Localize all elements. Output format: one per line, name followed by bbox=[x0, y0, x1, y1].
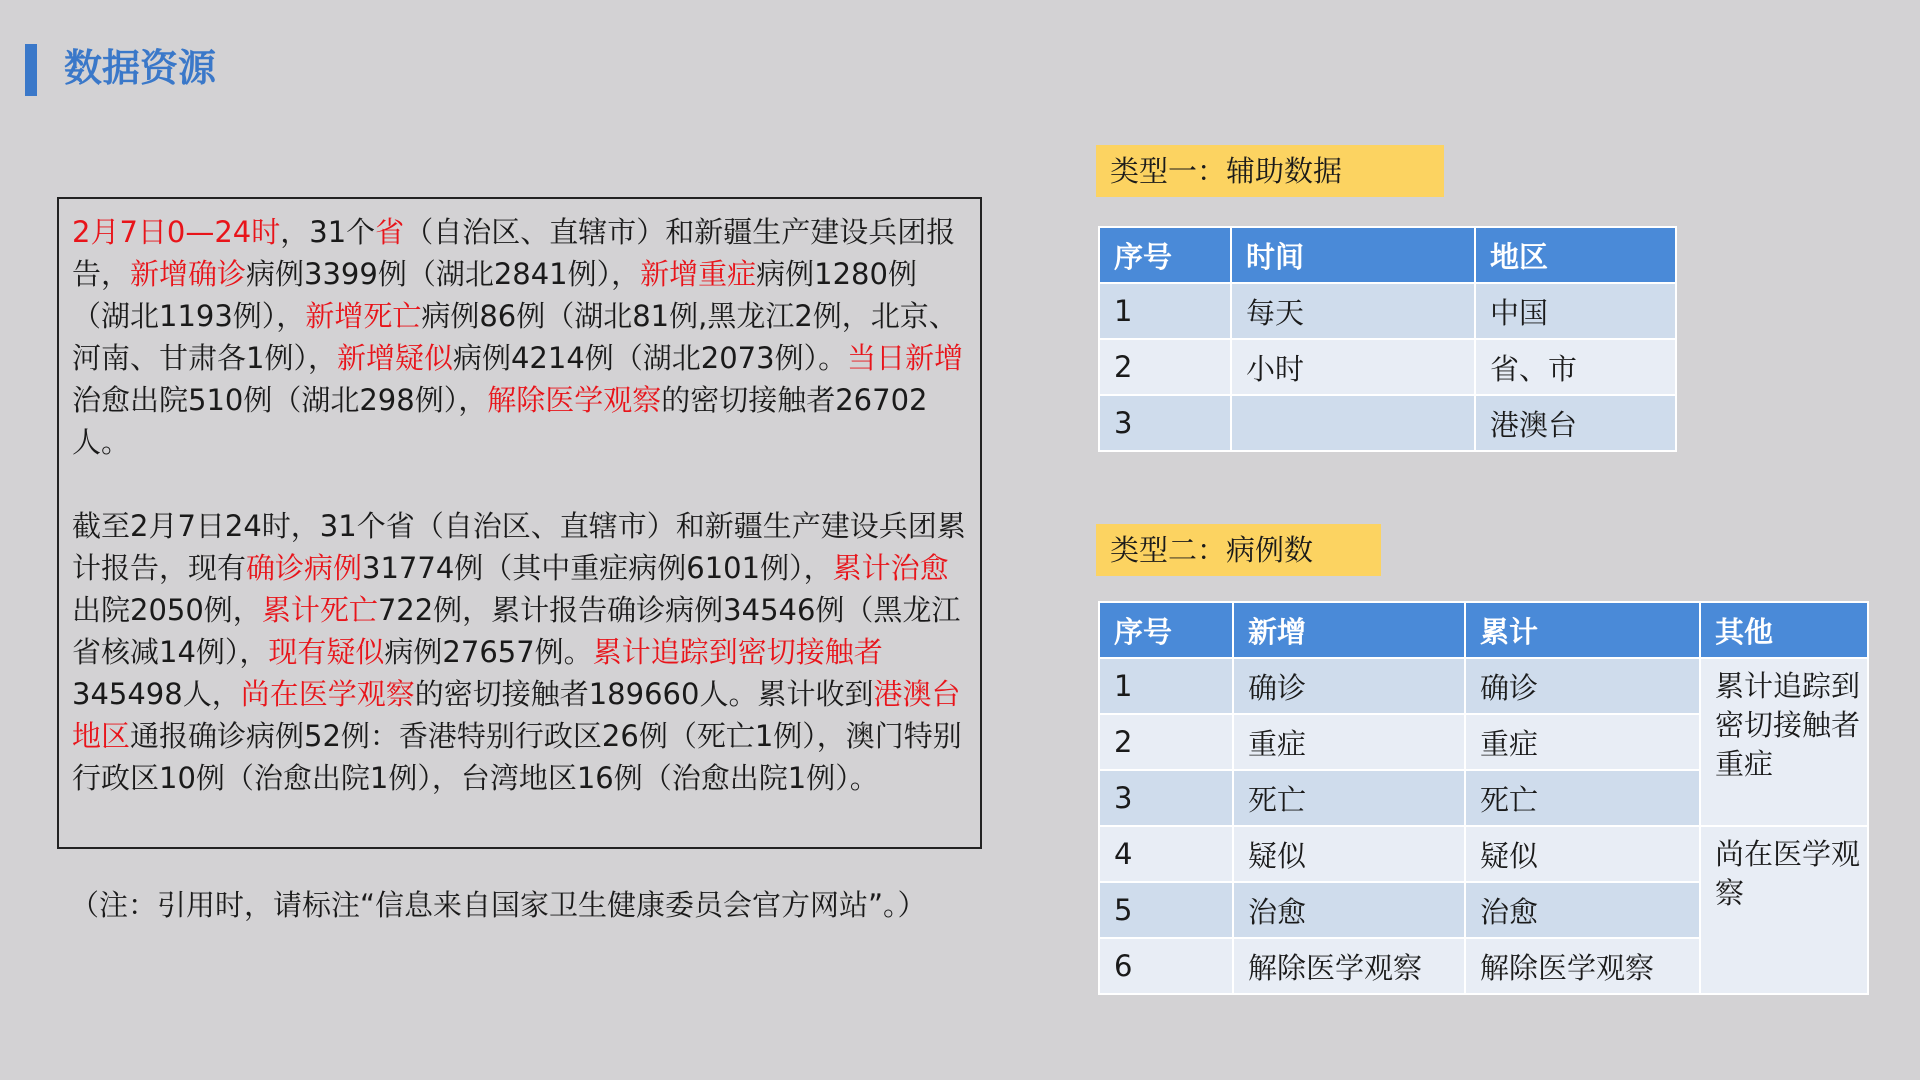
table-cell: 疑似 bbox=[1233, 826, 1465, 882]
table-cell: 3 bbox=[1099, 395, 1231, 451]
body-text: （自治区、直辖市）和新疆生产建设兵团报告， bbox=[72, 215, 956, 291]
body-text: 通报确诊病例52例：香港特别行政区26例（死亡1例），澳门特别行政区10例（治愈出院1例），台湾地区16例（治愈出院1例）。 bbox=[72, 719, 962, 795]
highlight-text: 当日新增 bbox=[847, 341, 964, 375]
highlight-text: 现有疑似 bbox=[268, 635, 385, 669]
table-cell: 死亡 bbox=[1465, 770, 1700, 826]
header-cell: 地区 bbox=[1475, 227, 1676, 283]
highlight-text: 累计追踪到密切接触者 bbox=[592, 635, 883, 669]
table-cell: 重症 bbox=[1233, 714, 1465, 770]
body-text: 治愈出院510例（湖北298例）， bbox=[72, 383, 488, 417]
page-title: 数据资源 bbox=[64, 46, 217, 90]
header-cell: 其他 bbox=[1700, 602, 1868, 658]
body-text: 的密切接触者26702人。 bbox=[72, 383, 928, 459]
table-cell bbox=[1231, 395, 1475, 451]
body-text: 出院2050例， bbox=[72, 593, 262, 627]
highlight-text: 新增确诊 bbox=[130, 257, 247, 291]
table-cell: 确诊 bbox=[1233, 658, 1465, 714]
auxiliary-data-table bbox=[1098, 226, 1677, 452]
table-row bbox=[1099, 395, 1676, 451]
citation-note: （注：引用时，请标注“信息来自国家卫生健康委员会官方网站”。） bbox=[70, 888, 927, 922]
table-cell-other-contacts: 累计追踪到密切接触者重症 bbox=[1700, 658, 1868, 826]
type2-label: 类型二：病例数 bbox=[1096, 524, 1381, 576]
highlight-text: 2月7日0—24时 bbox=[72, 215, 281, 249]
body-text: 病例27657例。 bbox=[384, 635, 593, 669]
table-cell: 治愈 bbox=[1465, 882, 1700, 938]
table-cell: 确诊 bbox=[1465, 658, 1700, 714]
body-text: 截至2月7日24时，31个省（自治区、直辖市）和新疆生产建设兵团累计报告，现有 bbox=[72, 509, 966, 585]
body-text: 的密切接触者189660人。累计收到 bbox=[414, 677, 874, 711]
body-text: 722例，累计报告确诊病例34546例（黑龙江省核减14例）， bbox=[72, 593, 961, 669]
table-header-row bbox=[1099, 227, 1676, 283]
table-row bbox=[1099, 283, 1676, 339]
table-row bbox=[1099, 339, 1676, 395]
table-cell: 中国 bbox=[1475, 283, 1676, 339]
table-cell: 重症 bbox=[1465, 714, 1700, 770]
table-cell: 3 bbox=[1099, 770, 1233, 826]
highlight-text: 新增疑似 bbox=[336, 341, 453, 375]
table-cell: 2 bbox=[1099, 714, 1233, 770]
table-cell: 省、市 bbox=[1475, 339, 1676, 395]
title-accent-bar bbox=[25, 44, 37, 96]
table-cell: 1 bbox=[1099, 658, 1233, 714]
table-cell: 解除医学观察 bbox=[1465, 938, 1700, 994]
table-cell: 1 bbox=[1099, 283, 1231, 339]
body-text: ，31个 bbox=[280, 215, 376, 249]
body-text: 345498人， bbox=[72, 677, 241, 711]
header-cell: 累计 bbox=[1465, 602, 1700, 658]
header-cell: 序号 bbox=[1099, 227, 1231, 283]
table-cell: 死亡 bbox=[1233, 770, 1465, 826]
announcement-paragraph-cumulative bbox=[72, 505, 970, 799]
table-row bbox=[1099, 658, 1868, 714]
table-header-row bbox=[1099, 602, 1868, 658]
body-text: 病例4214例（湖北2073例）。 bbox=[452, 341, 848, 375]
table-cell: 小时 bbox=[1231, 339, 1475, 395]
announcement-box bbox=[57, 197, 982, 849]
body-text: 病例1280例（湖北1193例）， bbox=[72, 257, 917, 333]
highlight-text: 累计死亡 bbox=[261, 593, 378, 627]
table-cell: 解除医学观察 bbox=[1233, 938, 1465, 994]
highlight-text: 解除医学观察 bbox=[487, 383, 662, 417]
highlight-text: 新增重症 bbox=[640, 257, 757, 291]
table-cell: 4 bbox=[1099, 826, 1233, 882]
header-cell: 序号 bbox=[1099, 602, 1233, 658]
table-cell-other-observation: 尚在医学观察 bbox=[1700, 826, 1868, 994]
header-cell: 新增 bbox=[1233, 602, 1465, 658]
case-count-table bbox=[1098, 601, 1869, 995]
table-row bbox=[1099, 826, 1868, 882]
table-cell: 治愈 bbox=[1233, 882, 1465, 938]
table-cell: 每天 bbox=[1231, 283, 1475, 339]
table-cell: 6 bbox=[1099, 938, 1233, 994]
announcement-paragraph-daily bbox=[72, 211, 970, 463]
type1-label: 类型一：辅助数据 bbox=[1096, 145, 1444, 197]
highlight-text: 省 bbox=[375, 215, 405, 249]
highlight-text: 港澳台地区 bbox=[72, 677, 961, 753]
body-text: 病例3399例（湖北2841例）， bbox=[246, 257, 641, 291]
table-cell: 疑似 bbox=[1465, 826, 1700, 882]
highlight-text: 尚在医学观察 bbox=[240, 677, 415, 711]
table-cell: 港澳台 bbox=[1475, 395, 1676, 451]
body-text: 病例86例（湖北81例,黑龙江2例，北京、河南、甘肃各1例）， bbox=[72, 299, 958, 375]
table-cell: 5 bbox=[1099, 882, 1233, 938]
highlight-text: 累计治愈 bbox=[832, 551, 949, 585]
highlight-text: 确诊病例 bbox=[246, 551, 363, 585]
body-text: 31774例（其中重症病例6101例）， bbox=[362, 551, 833, 585]
table-cell: 2 bbox=[1099, 339, 1231, 395]
highlight-text: 新增死亡 bbox=[305, 299, 422, 333]
header-cell: 时间 bbox=[1231, 227, 1475, 283]
